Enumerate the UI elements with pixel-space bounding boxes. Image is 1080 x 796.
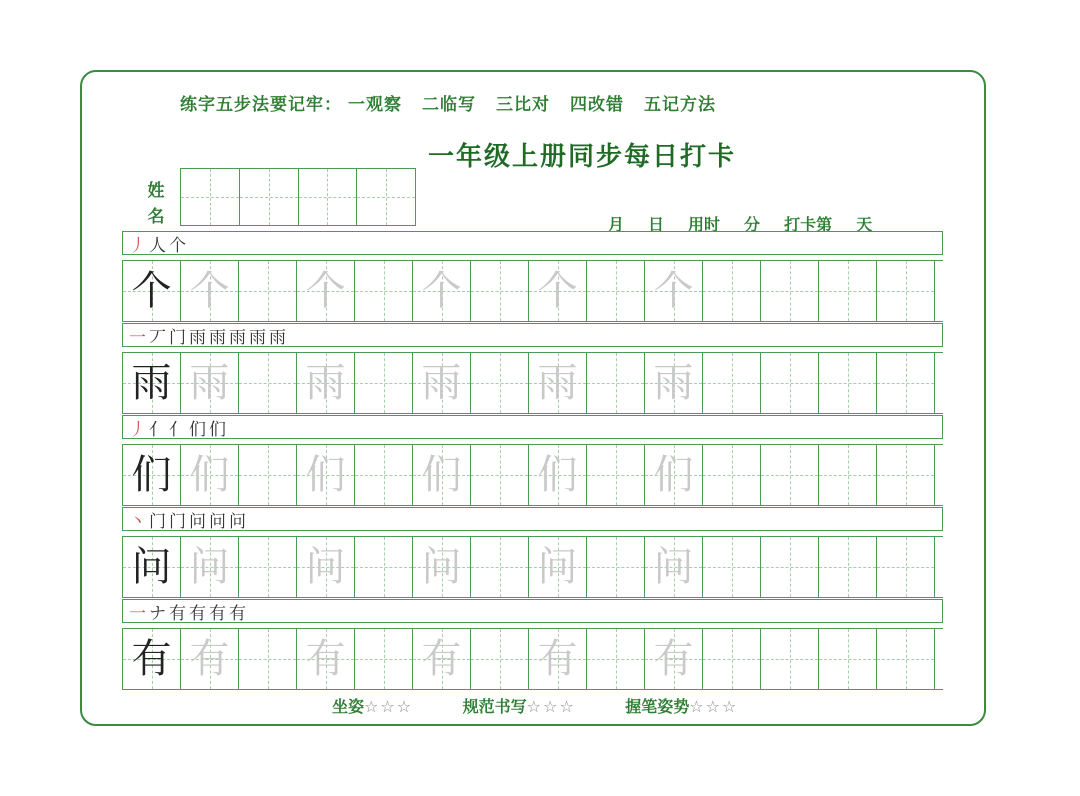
- writing-label: 规范书写: [462, 697, 527, 716]
- name-writing-grid[interactable]: [180, 168, 416, 226]
- practice-cell[interactable]: [529, 629, 587, 689]
- practice-cell[interactable]: [877, 629, 935, 689]
- name-label-char-1: 姓: [147, 181, 165, 201]
- writing-grid-row: [122, 628, 943, 690]
- stroke-step: 们: [189, 419, 206, 440]
- name-cell[interactable]: [181, 169, 240, 225]
- stroke-step: 亻: [149, 419, 166, 440]
- practice-cell[interactable]: [703, 537, 761, 597]
- character-section: [122, 507, 943, 598]
- motto-step-2: 二临写: [422, 95, 476, 115]
- trace-character: 们: [537, 452, 578, 498]
- time-used-label: 用时: [688, 215, 721, 234]
- practice-cell[interactable]: [877, 261, 935, 321]
- stroke-step: 丿: [129, 235, 146, 256]
- stroke-step: 雨: [209, 327, 226, 348]
- stroke-step: 有: [229, 603, 246, 624]
- practice-cell[interactable]: [297, 261, 355, 321]
- practice-cell[interactable]: [239, 445, 297, 505]
- name-cell[interactable]: [240, 169, 299, 225]
- stroke-step: 门: [149, 511, 166, 532]
- stroke-step: 问: [189, 511, 206, 532]
- trace-character: 有: [189, 636, 230, 682]
- stroke-step: 丆: [149, 327, 166, 348]
- name-cell[interactable]: [299, 169, 358, 225]
- motto-step-5: 五记方法: [644, 95, 716, 115]
- name-label-char-2: 名: [147, 207, 165, 227]
- practice-cell[interactable]: [645, 445, 703, 505]
- practice-cell[interactable]: [703, 261, 761, 321]
- stroke-order-row: [122, 599, 943, 623]
- practice-cell[interactable]: [819, 353, 877, 413]
- practice-cell[interactable]: [529, 445, 587, 505]
- trace-character: 个: [305, 268, 346, 314]
- stroke-step: 人: [149, 235, 166, 256]
- checkin-number-label: 打卡第: [784, 215, 833, 234]
- model-character-cell: [123, 261, 181, 321]
- practice-cell[interactable]: [877, 353, 935, 413]
- practice-cell[interactable]: [413, 629, 471, 689]
- stroke-step: 问: [229, 511, 246, 532]
- model-character-cell: [123, 537, 181, 597]
- posture-stars[interactable]: ☆☆☆: [364, 697, 414, 716]
- practice-cell[interactable]: [297, 353, 355, 413]
- motto-step-4: 四改错: [570, 95, 624, 115]
- trace-character: 问: [305, 544, 346, 590]
- grip-stars[interactable]: ☆☆☆: [689, 697, 739, 716]
- practice-cell[interactable]: [703, 353, 761, 413]
- name-cell[interactable]: [357, 169, 415, 225]
- practice-cell[interactable]: [819, 537, 877, 597]
- model-character-cell: [123, 353, 181, 413]
- stroke-step: 有: [169, 603, 186, 624]
- practice-cell[interactable]: [181, 537, 239, 597]
- motto-step-3: 三比对: [496, 95, 550, 115]
- trace-character: 雨: [537, 360, 578, 406]
- model-character: 雨: [131, 360, 172, 406]
- trace-character: 问: [189, 544, 230, 590]
- practice-cell[interactable]: [239, 629, 297, 689]
- stroke-step: 一: [129, 603, 146, 624]
- stroke-step: 有: [189, 603, 206, 624]
- practice-cell[interactable]: [239, 537, 297, 597]
- practice-cell[interactable]: [877, 445, 935, 505]
- practice-cell[interactable]: [529, 261, 587, 321]
- writing-grid-row: [122, 444, 943, 506]
- practice-cell[interactable]: [239, 261, 297, 321]
- stroke-order-row: [122, 415, 943, 439]
- trace-character: 们: [421, 452, 462, 498]
- practice-cell[interactable]: [587, 537, 645, 597]
- practice-cell[interactable]: [761, 629, 819, 689]
- practice-cell[interactable]: [413, 353, 471, 413]
- model-character-cell: [123, 445, 181, 505]
- trace-character: 个: [421, 268, 462, 314]
- motto-step-1: 一观察: [348, 95, 402, 115]
- stroke-step: 雨: [269, 327, 286, 348]
- writing-stars[interactable]: ☆☆☆: [526, 697, 576, 716]
- writing-grid-row: [122, 260, 943, 322]
- character-section: [122, 231, 943, 322]
- trace-character: 们: [305, 452, 346, 498]
- stroke-step: 一: [129, 327, 146, 348]
- posture-label: 坐姿: [332, 697, 365, 716]
- stroke-step: 雨: [189, 327, 206, 348]
- days-label: 天: [856, 215, 873, 234]
- stroke-order-row: [122, 323, 943, 347]
- stroke-step: 问: [209, 511, 226, 532]
- practice-cell[interactable]: [703, 629, 761, 689]
- practice-cell[interactable]: [529, 353, 587, 413]
- name-label: [144, 178, 168, 230]
- stroke-step: 丶: [129, 511, 146, 532]
- writing-grid-row: [122, 352, 943, 414]
- grip-label: 握笔姿势: [625, 697, 690, 716]
- practice-cell[interactable]: [645, 261, 703, 321]
- practice-cell[interactable]: [819, 261, 877, 321]
- trace-character: 问: [421, 544, 462, 590]
- evaluation-footer: [332, 694, 782, 717]
- practice-cell[interactable]: [471, 629, 529, 689]
- practice-cell[interactable]: [413, 537, 471, 597]
- practice-cell[interactable]: [471, 353, 529, 413]
- trace-character: 有: [653, 636, 694, 682]
- practice-cell[interactable]: [761, 353, 819, 413]
- practice-cell[interactable]: [877, 537, 935, 597]
- character-section: [122, 415, 943, 506]
- stroke-step: 个: [169, 235, 186, 256]
- practice-cell[interactable]: [355, 537, 413, 597]
- trace-character: 雨: [653, 360, 694, 406]
- practice-cell[interactable]: [355, 353, 413, 413]
- practice-cell[interactable]: [181, 445, 239, 505]
- practice-cell[interactable]: [355, 261, 413, 321]
- date-day-label: 日: [648, 215, 665, 234]
- trace-character: 有: [537, 636, 578, 682]
- model-character: 个: [131, 268, 172, 314]
- model-character: 问: [131, 544, 172, 590]
- practice-cell[interactable]: [761, 445, 819, 505]
- stroke-step: 雨: [249, 327, 266, 348]
- practice-cell[interactable]: [761, 261, 819, 321]
- practice-cell[interactable]: [645, 537, 703, 597]
- stroke-order-row: [122, 507, 943, 531]
- practice-cell[interactable]: [297, 537, 355, 597]
- character-section: [122, 599, 943, 690]
- trace-character: 个: [537, 268, 578, 314]
- posture-rating: [332, 697, 413, 716]
- model-character: 有: [131, 636, 172, 682]
- practice-cell[interactable]: [587, 353, 645, 413]
- stroke-order-row: [122, 231, 943, 255]
- stroke-step: 门: [169, 511, 186, 532]
- practice-cell[interactable]: [819, 629, 877, 689]
- stroke-step: 有: [209, 603, 226, 624]
- trace-character: 问: [653, 544, 694, 590]
- practice-cell[interactable]: [239, 353, 297, 413]
- stroke-step: 门: [169, 327, 186, 348]
- practice-cell[interactable]: [645, 353, 703, 413]
- trace-character: 雨: [421, 360, 462, 406]
- stroke-step: 们: [209, 419, 226, 440]
- practice-cell[interactable]: [645, 629, 703, 689]
- practice-cell[interactable]: [761, 537, 819, 597]
- trace-character: 们: [653, 452, 694, 498]
- practice-cell[interactable]: [413, 445, 471, 505]
- practice-cell[interactable]: [819, 445, 877, 505]
- practice-cell[interactable]: [181, 353, 239, 413]
- trace-character: 雨: [305, 360, 346, 406]
- stroke-step: 亻: [169, 419, 186, 440]
- practice-cell[interactable]: [703, 445, 761, 505]
- motto-intro: 练字五步法要记牢：: [180, 95, 342, 115]
- trace-character: 个: [189, 268, 230, 314]
- practice-cell[interactable]: [297, 445, 355, 505]
- practice-cell[interactable]: [181, 261, 239, 321]
- trace-character: 个: [653, 268, 694, 314]
- practice-motto: [180, 90, 736, 115]
- practice-cell[interactable]: [413, 261, 471, 321]
- trace-character: 问: [537, 544, 578, 590]
- practice-cell[interactable]: [471, 261, 529, 321]
- practice-cell[interactable]: [355, 629, 413, 689]
- date-month-label: 月: [608, 215, 625, 234]
- practice-cell[interactable]: [297, 629, 355, 689]
- grip-rating: [625, 697, 738, 716]
- minutes-label: 分: [744, 215, 761, 234]
- practice-cell[interactable]: [587, 629, 645, 689]
- practice-cell[interactable]: [587, 261, 645, 321]
- trace-character: 们: [189, 452, 230, 498]
- practice-cell[interactable]: [471, 445, 529, 505]
- practice-cell[interactable]: [355, 445, 413, 505]
- practice-cell[interactable]: [181, 629, 239, 689]
- stroke-step: 丿: [129, 419, 146, 440]
- character-section: [122, 323, 943, 414]
- writing-grid-row: [122, 536, 943, 598]
- practice-cell[interactable]: [587, 445, 645, 505]
- stroke-step: ナ: [149, 603, 166, 624]
- stroke-step: 雨: [229, 327, 246, 348]
- practice-cell[interactable]: [471, 537, 529, 597]
- trace-character: 有: [421, 636, 462, 682]
- model-character: 们: [131, 452, 172, 498]
- writing-rating: [463, 697, 576, 716]
- trace-character: 雨: [189, 360, 230, 406]
- model-character-cell: [123, 629, 181, 689]
- trace-character: 有: [305, 636, 346, 682]
- worksheet-title: 一年级上册同步每日打卡: [428, 142, 737, 172]
- practice-cell[interactable]: [529, 537, 587, 597]
